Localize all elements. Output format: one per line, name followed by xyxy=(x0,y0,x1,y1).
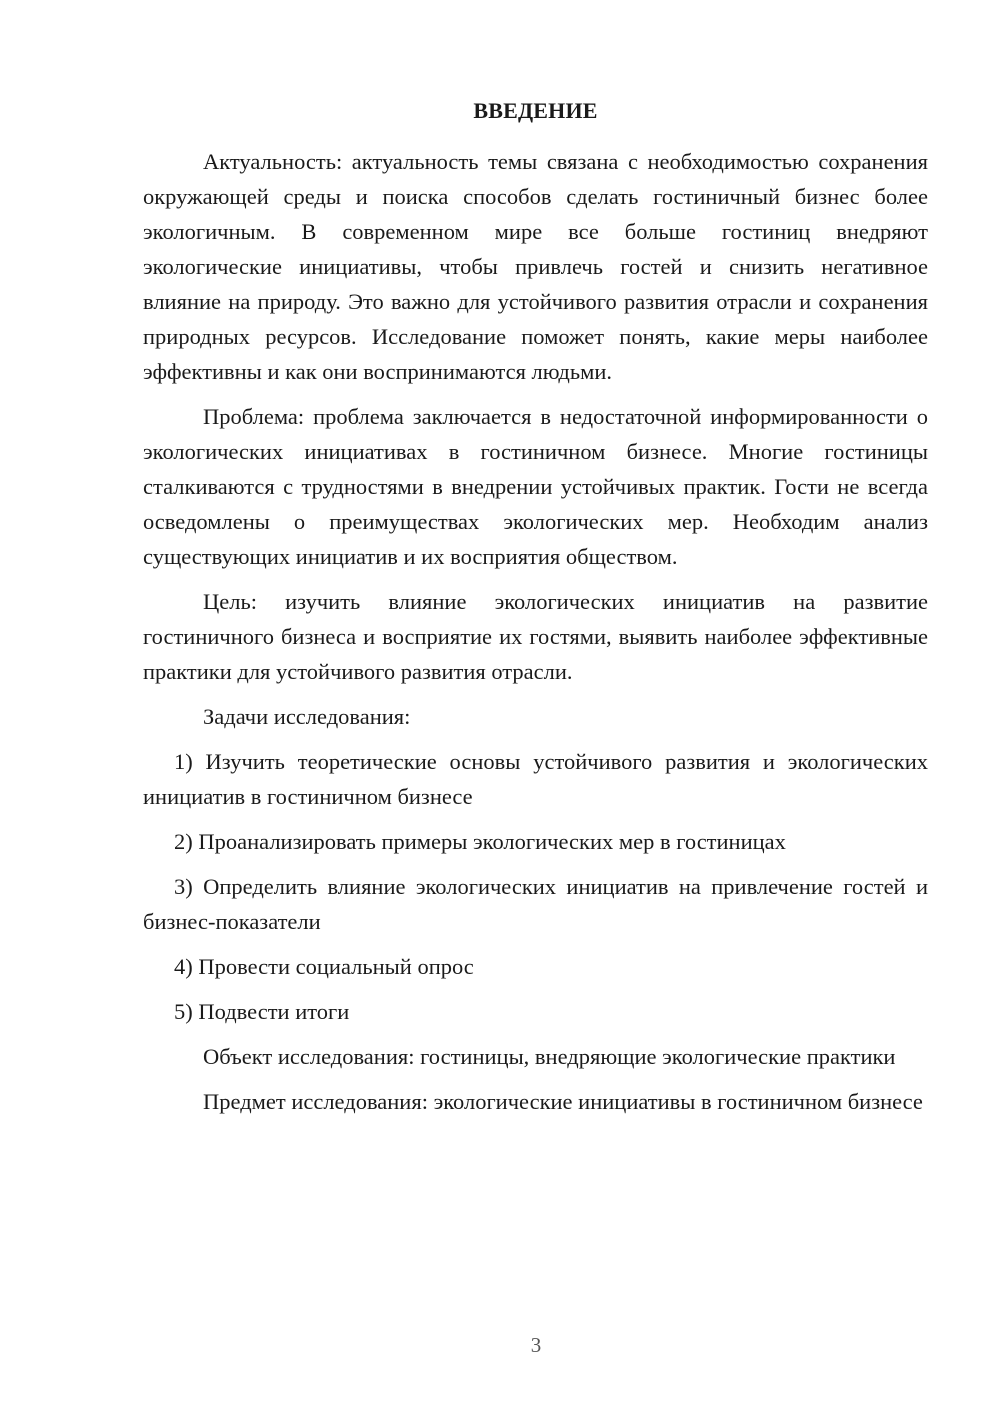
problem-paragraph: Проблема: проблема заключается в недостаточной информированности о экологических инициативах в гостиничном бизнесе. Многие гостиницы сталкиваются с трудностями в внедрении устойчивых практик. Гости не всегда осведомлены о преимуществах экологических мер. Необходим анализ существующих инициатив и их восприятия обществом. xyxy=(143,404,928,569)
tasks-heading: Задачи исследования: xyxy=(203,704,411,729)
subject-paragraph: Предмет исследования: экологические инициативы в гостиничном бизнесе xyxy=(203,1089,923,1114)
task-item: 4) Провести социальный опрос xyxy=(174,954,474,979)
object-paragraph: Объект исследования: гостиницы, внедряющие экологические практики xyxy=(203,1044,896,1069)
section-title: ВВЕДЕНИЕ xyxy=(473,98,598,123)
document-page xyxy=(143,96,928,1129)
goal-paragraph: Цель: изучить влияние экологических инициатив на развитие гостиничного бизнеса и восприятие их гостями, выявить наиболее эффективные практики для устойчивого развития отрасли. xyxy=(143,589,928,684)
page-number: 3 xyxy=(530,1333,542,1357)
tasks-list xyxy=(143,744,928,1029)
task-item: 5) Подвести итоги xyxy=(174,999,350,1024)
relevance-paragraph: Актуальность: актуальность темы связана с необходимостью сохранения окружающей среды и поиска способов сделать гостиничный бизнес более экологичным. В современном мире все больше гостиниц внедряют экологические инициативы, чтобы привлечь гостей и снизить негативное влияние на природу. Это важно для устойчивого развития отрасли и сохранения природных ресурсов. Исследование поможет понять, какие меры наиболее эффективны и как они воспринимаются людьми. xyxy=(143,149,928,384)
task-item: 1) Изучить теоретические основы устойчивого развития и экологических инициатив в гостиничном бизнесе xyxy=(143,749,928,809)
task-item: 3) Определить влияние экологических инициатив на привлечение гостей и бизнес-показатели xyxy=(143,874,928,934)
task-item: 2) Проанализировать примеры экологических мер в гостиницах xyxy=(174,829,786,854)
